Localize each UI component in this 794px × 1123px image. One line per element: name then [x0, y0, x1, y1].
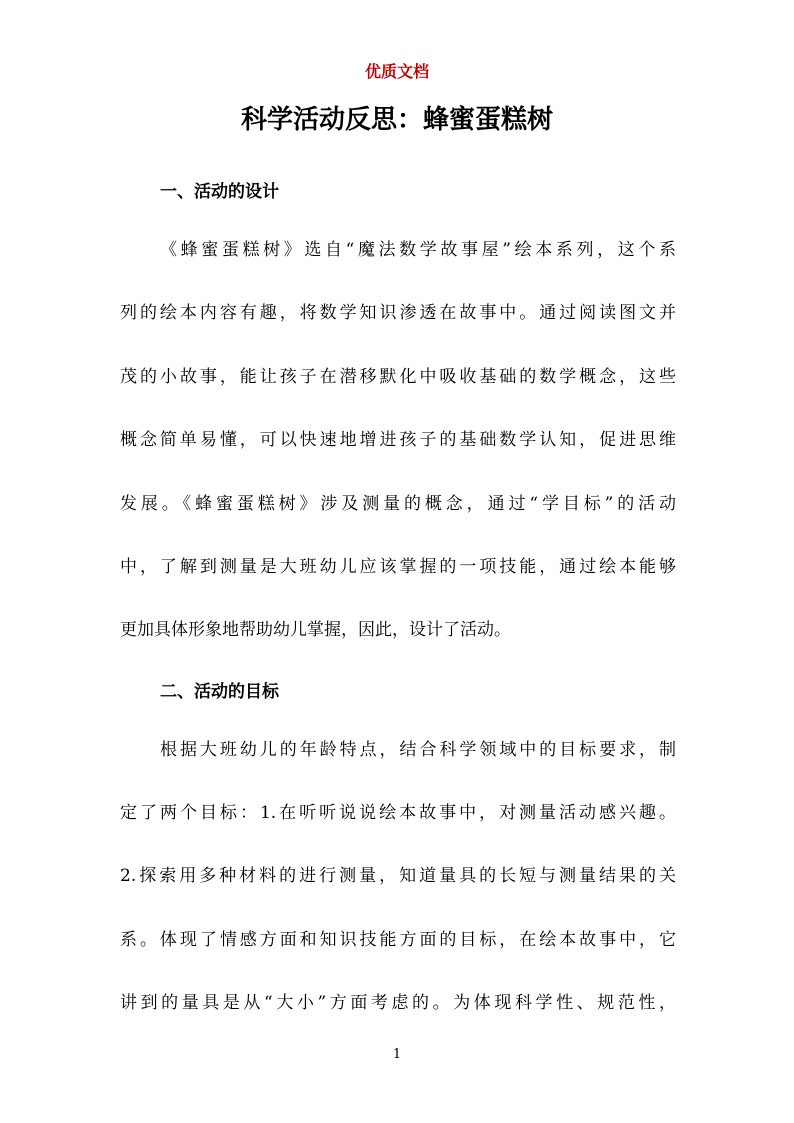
paragraph-line: 发展。《蜂蜜蛋糕树》涉及测量的概念，通过“学目标”的活动: [120, 493, 676, 514]
paragraph-line: 列的绘本内容有趣，将数学知识渗透在故事中。通过阅读图文并: [120, 303, 676, 324]
paragraph-line: 更加具体形象地帮助幼儿掌握，因此，设计了活动。: [120, 620, 511, 641]
paragraph-line: 茂的小故事，能让孩子在潜移默化中吸收基础的数学概念，这些: [120, 366, 676, 387]
section-heading-design: 一、活动的设计: [160, 182, 279, 202]
document-title: 科学活动反思：蜂蜜蛋糕树: [240, 105, 553, 135]
paragraph-goals: [120, 735, 676, 1020]
paragraph-line: 根据大班幼儿的年龄特点，结合科学领域中的目标要求，制: [160, 739, 676, 760]
section-heading-goals: 二、活动的目标: [160, 681, 279, 702]
document-body: [120, 172, 676, 1052]
paragraph-line: 定了两个目标：1.在听听说说绘本故事中，对测量活动感兴趣。: [120, 803, 676, 823]
paragraph-line: 《蜂蜜蛋糕树》选自“魔法数学故事屋”绘本系列，这个系: [160, 240, 676, 260]
paragraph-line: 讲到的量具是从“大小”方面考虑的。为体现科学性、规范性，: [120, 993, 676, 1014]
document-header-label: 优质文档: [364, 62, 429, 81]
paragraph-line: 中，了解到测量是大班幼儿应该掌握的一项技能，通过绘本能够: [120, 556, 676, 577]
paragraph-line: 系。体现了情感方面和知识技能方面的目标，在绘本故事中，它: [120, 929, 676, 950]
paragraph-design: [120, 235, 676, 647]
page-number: 1: [392, 1047, 402, 1062]
paragraph-line: 概念简单易懂，可以快速地增进孩子的基础数学认知，促进思维: [120, 430, 676, 451]
paragraph-line: 2.探索用多种材料的进行测量，知道量具的长短与测量结果的关: [120, 866, 676, 887]
